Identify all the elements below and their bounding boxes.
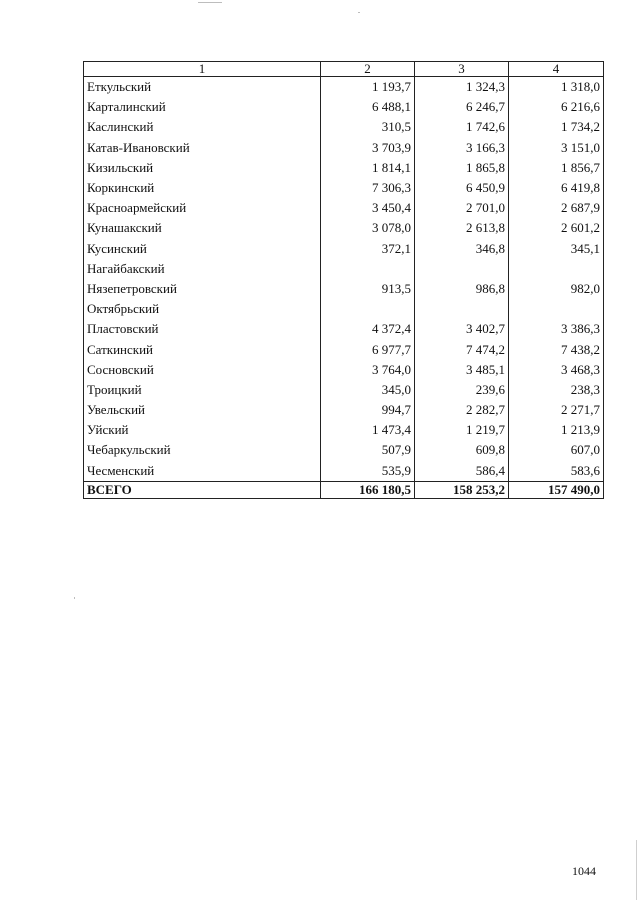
value-cell: 310,5 — [321, 117, 415, 137]
value-cell: 2 601,2 — [509, 218, 604, 238]
column-header-2: 2 — [321, 62, 415, 77]
district-name-cell: Пластовский — [84, 319, 321, 339]
value-cell: 2 701,0 — [415, 198, 509, 218]
table-row — [84, 319, 604, 339]
table-row — [84, 138, 604, 158]
value-cell: 6 419,8 — [509, 178, 604, 198]
district-name-cell: Троицкий — [84, 380, 321, 400]
value-cell: 986,8 — [415, 279, 509, 299]
value-cell: 1 219,7 — [415, 420, 509, 440]
district-name-cell: Катав-Ивановский — [84, 138, 321, 158]
value-cell: 1 856,7 — [509, 158, 604, 178]
value-cell: 1 324,3 — [415, 77, 509, 98]
district-name-cell: Чесменский — [84, 461, 321, 482]
table-row — [84, 198, 604, 218]
value-cell: 3 386,3 — [509, 319, 604, 339]
value-cell: 239,6 — [415, 380, 509, 400]
value-cell: 913,5 — [321, 279, 415, 299]
district-name-cell: Каслинский — [84, 117, 321, 137]
district-name-cell: Нагайбакский — [84, 259, 321, 279]
table-row — [84, 97, 604, 117]
value-cell: 607,0 — [509, 440, 604, 460]
total-row — [84, 481, 604, 498]
value-cell — [415, 299, 509, 319]
value-cell: 1 742,6 — [415, 117, 509, 137]
value-cell: 3 166,3 — [415, 138, 509, 158]
scan-artifact — [358, 12, 360, 13]
value-cell: 3 450,4 — [321, 198, 415, 218]
table-row — [84, 380, 604, 400]
value-cell — [415, 259, 509, 279]
column-header-1: 1 — [84, 62, 321, 77]
total-value-col2: 166 180,5 — [321, 481, 415, 498]
scan-artifact — [74, 597, 75, 599]
table-row — [84, 420, 604, 440]
page-number: 1044 — [572, 864, 596, 878]
value-cell: 345,1 — [509, 239, 604, 259]
table-row — [84, 461, 604, 482]
value-cell: 583,6 — [509, 461, 604, 482]
value-cell: 346,8 — [415, 239, 509, 259]
value-cell: 3 078,0 — [321, 218, 415, 238]
table-row — [84, 299, 604, 319]
value-cell: 345,0 — [321, 380, 415, 400]
value-cell: 4 372,4 — [321, 319, 415, 339]
district-name-cell: Чебаркульский — [84, 440, 321, 460]
table-row — [84, 339, 604, 359]
value-cell: 7 438,2 — [509, 339, 604, 359]
value-cell: 6 246,7 — [415, 97, 509, 117]
district-name-cell: Кусинский — [84, 239, 321, 259]
district-name-cell: Нязепетровский — [84, 279, 321, 299]
table-row — [84, 239, 604, 259]
value-cell: 1 734,2 — [509, 117, 604, 137]
district-name-cell: Сосновский — [84, 360, 321, 380]
district-name-cell: Саткинский — [84, 339, 321, 359]
value-cell: 6 488,1 — [321, 97, 415, 117]
value-cell: 994,7 — [321, 400, 415, 420]
district-name-cell: Увельский — [84, 400, 321, 420]
value-cell — [321, 299, 415, 319]
table-row — [84, 218, 604, 238]
value-cell: 2 282,7 — [415, 400, 509, 420]
value-cell: 982,0 — [509, 279, 604, 299]
table-row — [84, 117, 604, 137]
district-name-cell: Красноармейский — [84, 198, 321, 218]
value-cell: 3 485,1 — [415, 360, 509, 380]
value-cell: 535,9 — [321, 461, 415, 482]
value-cell: 3 468,3 — [509, 360, 604, 380]
table-row — [84, 440, 604, 460]
district-name-cell: Еткульский — [84, 77, 321, 98]
value-cell: 3 151,0 — [509, 138, 604, 158]
value-cell — [321, 259, 415, 279]
value-cell: 7 306,3 — [321, 178, 415, 198]
value-cell: 6 216,6 — [509, 97, 604, 117]
table-row — [84, 360, 604, 380]
value-cell: 1 473,4 — [321, 420, 415, 440]
scan-artifact — [636, 840, 637, 900]
table-row — [84, 259, 604, 279]
total-value-col4: 157 490,0 — [509, 481, 604, 498]
district-name-cell: Коркинский — [84, 178, 321, 198]
value-cell: 372,1 — [321, 239, 415, 259]
district-name-cell: Кизильский — [84, 158, 321, 178]
value-cell: 238,3 — [509, 380, 604, 400]
value-cell: 1 814,1 — [321, 158, 415, 178]
value-cell: 6 450,9 — [415, 178, 509, 198]
column-header-4: 4 — [509, 62, 604, 77]
value-cell: 3 703,9 — [321, 138, 415, 158]
district-name-cell: Октябрьский — [84, 299, 321, 319]
value-cell: 3 402,7 — [415, 319, 509, 339]
district-name-cell: Кунашакский — [84, 218, 321, 238]
table-row — [84, 279, 604, 299]
value-cell: 3 764,0 — [321, 360, 415, 380]
column-header-3: 3 — [415, 62, 509, 77]
data-table — [83, 61, 604, 499]
district-name-cell: Уйский — [84, 420, 321, 440]
value-cell: 2 687,9 — [509, 198, 604, 218]
value-cell — [509, 259, 604, 279]
value-cell: 2 271,7 — [509, 400, 604, 420]
table-row — [84, 77, 604, 98]
value-cell: 1 318,0 — [509, 77, 604, 98]
total-value-col3: 158 253,2 — [415, 481, 509, 498]
value-cell: 586,4 — [415, 461, 509, 482]
table-row — [84, 400, 604, 420]
table-header-row — [84, 62, 604, 77]
value-cell — [509, 299, 604, 319]
value-cell: 1 213,9 — [509, 420, 604, 440]
value-cell: 507,9 — [321, 440, 415, 460]
value-cell: 6 977,7 — [321, 339, 415, 359]
district-name-cell: Карталинский — [84, 97, 321, 117]
value-cell: 7 474,2 — [415, 339, 509, 359]
value-cell: 1 193,7 — [321, 77, 415, 98]
value-cell: 1 865,8 — [415, 158, 509, 178]
value-cell: 2 613,8 — [415, 218, 509, 238]
table-row — [84, 158, 604, 178]
value-cell: 609,8 — [415, 440, 509, 460]
total-label: ВСЕГО — [84, 481, 321, 498]
table-row — [84, 178, 604, 198]
table-body — [84, 77, 604, 482]
scan-artifact — [198, 2, 222, 3]
